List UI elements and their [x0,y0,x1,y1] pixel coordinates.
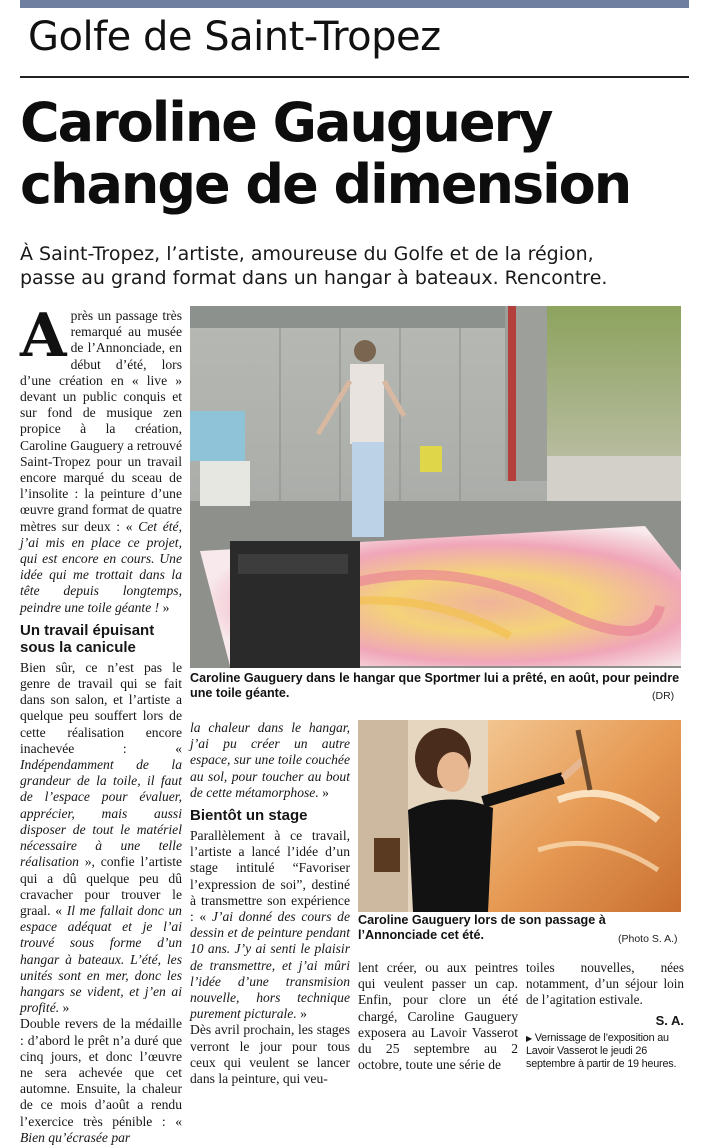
photo-hangar-credit: (DR) [652,690,675,702]
subheading-2: Bientôt un stage [190,807,308,825]
body-column-left [20,301,182,1146]
rubric-divider [20,76,689,78]
quote: Bien qu’écrasée par [20,1129,131,1145]
photo-hangar-caption: Caroline Gauguery dans le hangar que Sportmer lui a prêté, en août, pour peindre une toile géante. [190,671,680,700]
quote: Il me fallait donc un espace adéquat et je l’ai trouvé sous forme d’un hangar à bateaux. L’été, les unités sont en mer, donc les hangars se vident, et j’en ai profité. [20,902,182,1016]
paragraph: Double revers de la médaille : d’abord le prêt n’a duré que cinq jours, et donc l’œuvre ne sera achevée que cet automne. Ensuite, la chaleur de ce mois d’août a rendu l’exercice très pénible : « Bien qu’écrasée par [20,1016,182,1145]
photo-annonciade [358,720,681,912]
photo-hangar-image [190,306,681,668]
headline-line-1: Caroline Gauguery [20,91,552,154]
paragraph: Bien sûr, ce n’est pas le genre de travail qui se fait dans son salon, et l’artiste a quelque peu souffert lors de cette réalisation encore inachevée : « Indépendamment de la grandeur de la toile, il faut de l’espace pour évaluer, apprécier, mais aussi disposer de tout le matériel nécessaire à une telle réalisation », confie l’artiste qui a dû quelque peu dû cravacher pour trouver le graal. « Il me fallait donc un espace adéquat et je l’ai trouvé sous forme d’un hangar à bateaux. L’été, les unités sont en mer, donc les hangars se vident, et j’en ai profité. » [20,659,182,1016]
paragraph: la chaleur dans le hangar, j’ai pu créer un autre espace, sur une toile couchée au sol, pour toucher au bout de cette métamorphose. » [190,720,350,800]
paragraph: lent créer, ou aux peintres qui veulent passer un cap. Enfin, pour clore un été chargé, Caroline Gauguery exposera au Lavoir Vasserot du 25 septembre au 2 octobre, toute une série de [358,960,518,1073]
quote: Indépendamment de la grandeur de la toile, il faut de l’espace pour évaluer, apprécier, mais aussi disposer de tout le matériel nécessaire à une telle réalisation [20,757,182,870]
body-column-bottom-1 [358,960,518,1073]
article-standfirst [20,242,690,290]
quote: la chaleur dans le hangar, j’ai pu créer un autre espace, sur une toile couchée au sol, pour toucher au bout de cette métamorphose. [190,720,350,800]
paragraph: Dès avril prochain, les stages verront le jour pour tous ceux qui veulent se lancer dans la peinture, qui veu- [190,1022,350,1087]
paragraph-intro: Après un passage très remarqué au musée de l’Annonciade, en début d’été, lors d’une création en « live » devant un public conquis et sur fond de musique zen propice à la création, Caroline Gauguery a retrouvé Saint-Tropez pour un travail encore marqué du sceau de l’insolite : la peinture d’une œuvre grand format de quatre mètres sur deux : « Cet été, j’ai mis en place ce projet, qui est encore en cours. Une idée qui me trottait dans la tête depuis longtemps, peindre une toile géante ! » [20,301,182,615]
author-signature: S. A. [655,1012,684,1028]
photo-hangar [190,306,681,668]
subheading-1: Un travail épuisant sous la canicule [20,621,155,656]
standfirst-line-1: À Saint-Tropez, l’artiste, amoureuse du Golfe et de la région, [20,243,594,265]
section-rubric: Golfe de Saint-Tropez [28,14,441,60]
body-column-bottom-2 [526,960,684,1071]
top-color-bar [20,0,689,8]
article-headline [20,92,690,216]
photo-annonciade-image [358,720,681,912]
quote: Cet été, j’ai mis en place ce projet, qui est encore en cours. Une idée qui me trottait dans la tête depuis longtemps, peindre une toile géante ! [20,518,182,615]
quote: J’ai donné des cours de dessin et de peinture pendant 10 ans. J’y ai senti le plaisir de transmettre, et j’ai mûri l’idée d’une transmision nouvelle, hors technique purement picturale. [190,909,351,1022]
note-marker-icon: ▶ [526,1033,532,1043]
headline-line-2: change de dimension [20,153,631,216]
drop-cap: A [20,301,67,371]
paragraph: Parallèlement à ce travail, l’artiste a lancé l’idée d’un stage intitulé “Favoriser l’expression de soi”, destiné à transmettre son expérience : « J’ai donné des cours de dessin et de peinture pendant 10 ans. J’y ai senti le plaisir de transmettre, et j’ai mûri l’idée d’une transmision nouvelle, hors technique purement picturale. » [190,828,351,1022]
body-column-middle [190,720,350,1087]
paragraph: toiles nouvelles, nées notamment, d’un séjour loin de l’agitation estivale. [526,960,684,1008]
standfirst-line-2: passe au grand format dans un hangar à bateaux. Rencontre. [20,267,608,289]
photo-annonciade-caption: Caroline Gauguery lors de son passage à l’Annonciade cet été. [358,913,606,942]
photo-annonciade-credit: (Photo S. A.) [618,933,678,945]
exhibition-note: ▶ Vernissage de l’exposition au Lavoir Vasserot le jeudi 26 septembre à partir de 19 heures. [526,1031,677,1070]
